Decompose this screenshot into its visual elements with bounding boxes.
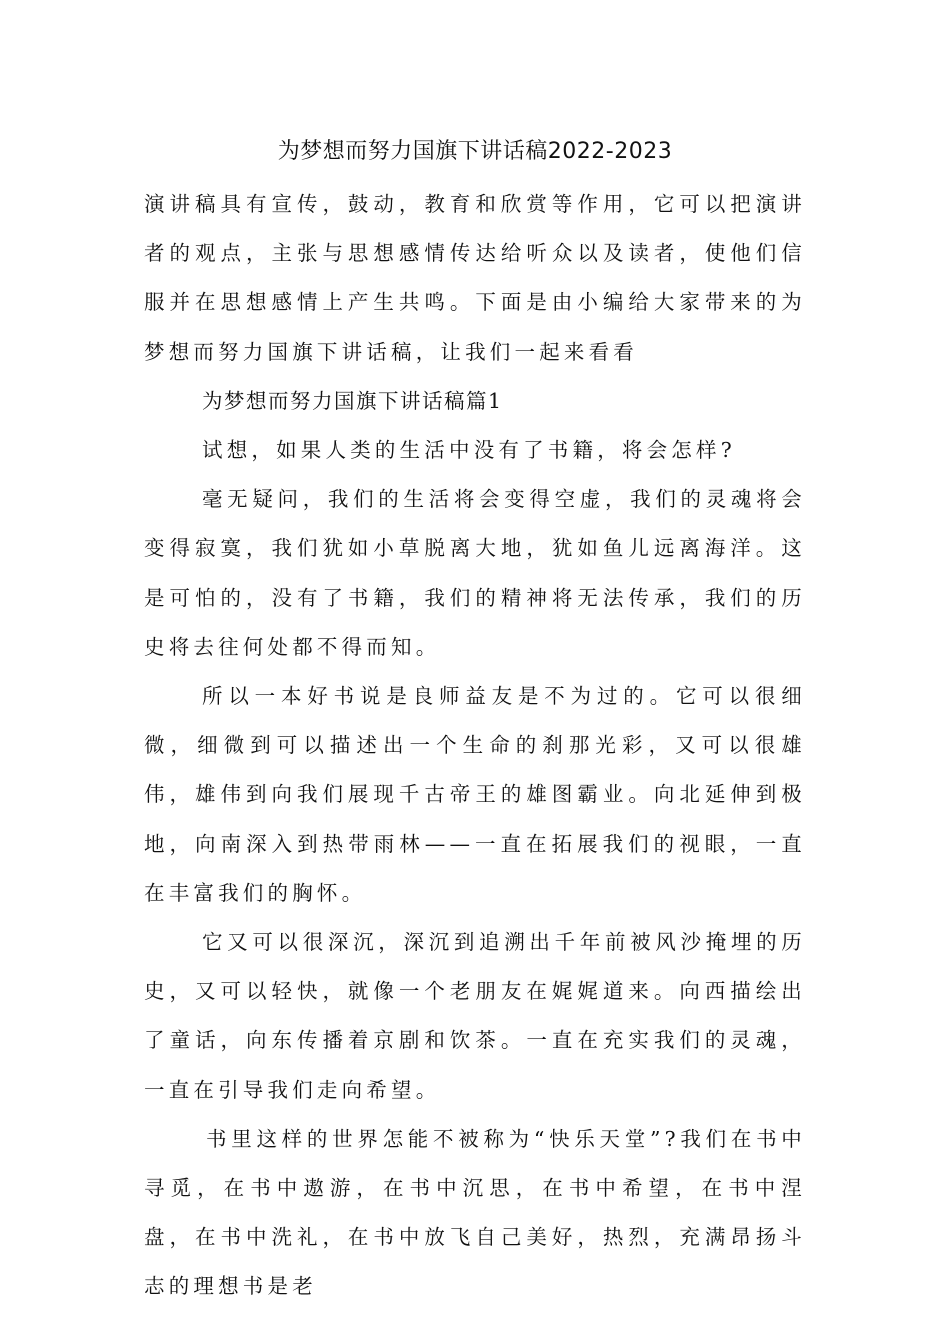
body-paragraph: 书里这样的世界怎能不被称为“快乐天堂”?我们在书中寻觅，在书中遨游，在书中沉思，在书中希望，在书中涅盘，在书中洗礼，在书中放飞自己美好，热烈，充满昂扬斗志的理想书是老 xyxy=(144,1126,806,1299)
intro-paragraph: 演讲稿具有宣传，鼓动，教育和欣赏等作用，它可以把演讲者的观点，主张与思想感情传达给听众以及读者，使他们信服并在思想感情上产生共鸣。下面是由小编给大家带来的为梦想而努力国旗下讲话稿，让我们一起来看看 xyxy=(144,192,806,364)
body-paragraph: 所以一本好书说是良师益友是不为过的。它可以很细微，细微到可以描述出一个生命的刹那光彩，又可以很雄伟，雄伟到向我们展现千古帝王的雄图霸业。向北延伸到极地，向南深入到热带雨林——一直在拓展我们的视眼，一直在丰富我们的胸怀。 xyxy=(144,684,806,905)
section-heading: 为梦想而努力国旗下讲话稿篇1 xyxy=(202,388,503,413)
body-paragraph: 毫无疑问，我们的生活将会变得空虚，我们的灵魂将会变得寂寞，我们犹如小草脱离大地，犹如鱼儿远离海洋。这是可怕的，没有了书籍，我们的精神将无法传承，我们的历史将去往何处都不得而知。 xyxy=(144,487,806,659)
document-title: 为梦想而努力国旗下讲话稿2022-2023 xyxy=(277,139,673,164)
body-paragraph: 试想，如果人类的生活中没有了书籍，将会怎样? xyxy=(202,438,736,463)
body-paragraph: 它又可以很深沉，深沉到追溯出千年前被风沙掩埋的历史，又可以轻快，就像一个老朋友在娓娓道来。向西描绘出了童话，向东传播着京剧和饮茶。一直在充实我们的灵魂，一直在引导我们走向希望。 xyxy=(144,930,806,1102)
document-body xyxy=(144,180,806,1312)
